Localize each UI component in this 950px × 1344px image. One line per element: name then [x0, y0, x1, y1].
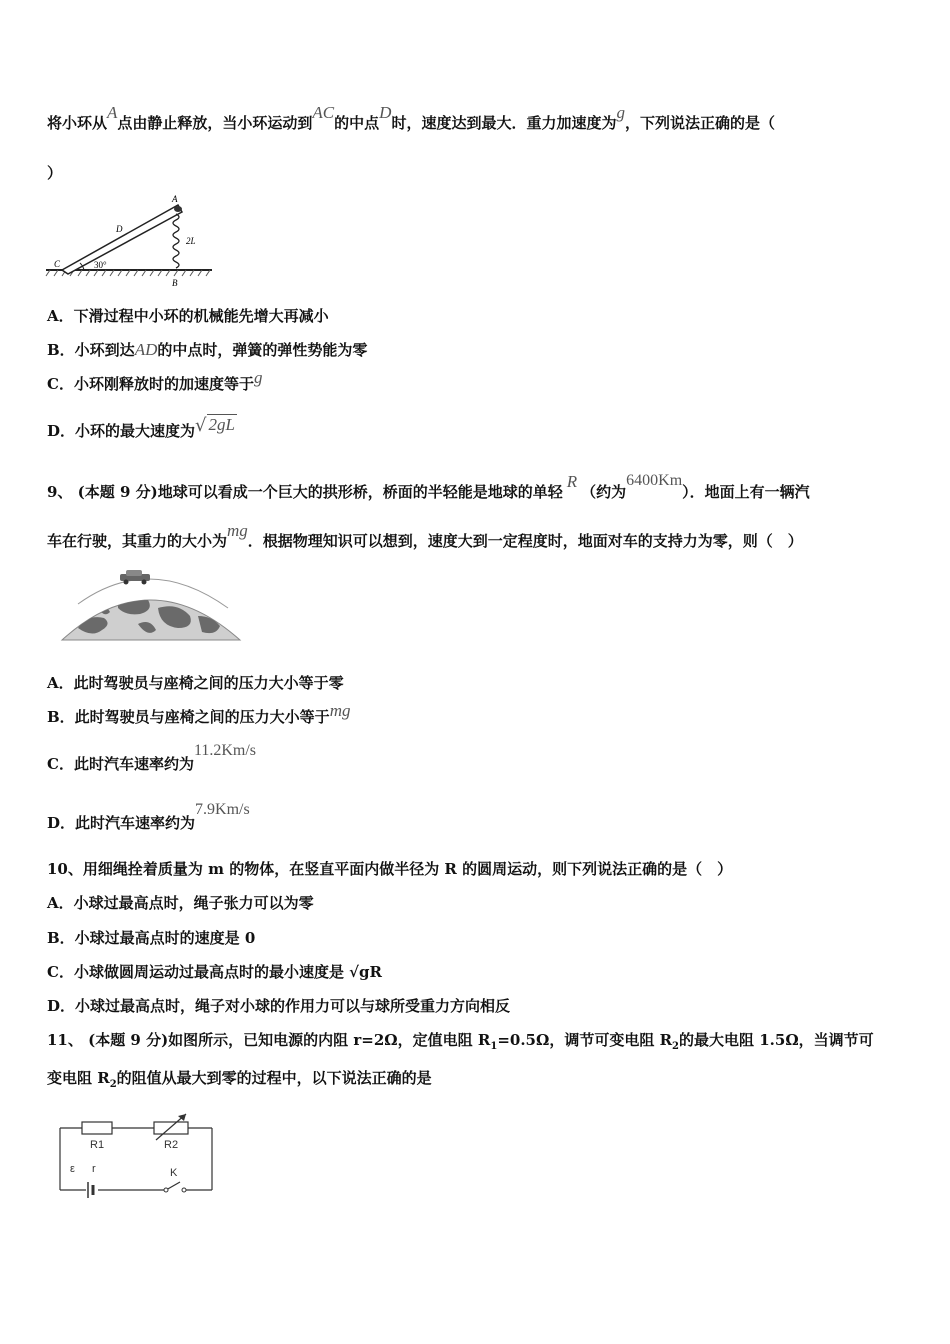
- q10-stem: 10、用细绳拴着质量为 m 的物体，在竖直平面内做半径为 R 的圆周运动，则下列说法正确的是（ ）: [47, 860, 733, 878]
- svg-text:C: C: [54, 259, 61, 269]
- q9-option-d[interactable]: D．此时汽车速率约为7.9Km/s: [47, 801, 250, 832]
- svg-text:A: A: [172, 194, 178, 204]
- q11-circuit-figure: [54, 1110, 218, 1198]
- q8-stem-line1: 将小环从A点由静止释放，当小环运动到AC的中点D时，速度达到最大．重力加速度为g，下列说法正确的是（: [47, 103, 775, 132]
- q9-option-c[interactable]: C．此时汽车速率约为11.2Km/s: [47, 742, 257, 773]
- q8-option-c[interactable]: C．小环刚释放时的加速度等于g: [47, 368, 263, 393]
- q10-option-d[interactable]: D．小球过最高点时，绳子对小球的作用力可以与球所受重力方向相反: [47, 997, 511, 1015]
- svg-text:R1: R1: [90, 1139, 105, 1151]
- svg-text:30°: 30°: [94, 260, 107, 270]
- q11-stem-line1: 11、 (本题 9 分)如图所示，已知电源的内阻 r=2Ω，定值电阻 $R_1=0.5\Omega$，调节可变电阻 $R_2$的最大电阻 1.5Ω，当调节可: [47, 1031, 874, 1052]
- svg-text:B: B: [172, 278, 178, 288]
- svg-text:D: D: [116, 224, 123, 234]
- q9-stem-line2: 车在行驶，其重力的大小为mg．根据物理知识可以想到，速度大到一定程度时，地面对车的支持力为零，则（ ）: [47, 521, 803, 550]
- svg-text:r: r: [92, 1163, 96, 1175]
- q10-option-c[interactable]: C．小球做圆周运动过最高点时的最小速度是 √gR: [47, 963, 382, 981]
- q9-option-a[interactable]: A．此时驾驶员与座椅之间的压力大小等于零: [47, 674, 344, 692]
- svg-text:K: K: [170, 1167, 178, 1179]
- q9-stem-line1: 9、 (本题 9 分)地球可以看成一个巨大的拱形桥，桥面的半轻能是地球的单轻R（约为6400Km）．地面上有一辆汽: [47, 472, 810, 501]
- q8-option-d[interactable]: D．小环的最大速度为√ 2gL: [47, 415, 235, 440]
- q9-earth-figure: [58, 568, 244, 644]
- q9-option-b[interactable]: B．此时驾驶员与座椅之间的压力大小等于mg: [47, 701, 351, 726]
- ring-icon: [174, 206, 182, 212]
- sqrt-symbol: √: [195, 415, 207, 436]
- q8-stem-line2: ）: [47, 164, 63, 182]
- q8-option-b[interactable]: B．小环到达AD的中点时，弹簧的弹性势能为零: [47, 340, 368, 359]
- svg-text:ε: ε: [70, 1163, 75, 1175]
- q11-stem-line2: 变电阻 $R_2$的阻值从最大到零的过程中，以下说法正确的是: [47, 1069, 432, 1090]
- switch-icon: [164, 1188, 168, 1192]
- svg-text:R2: R2: [164, 1139, 179, 1151]
- q8-incline-figure: [44, 192, 216, 288]
- q10-option-a[interactable]: A．小球过最高点时，绳子张力可以为零: [47, 894, 314, 912]
- svg-text:2L: 2L: [186, 236, 196, 246]
- q10-option-b[interactable]: B．小球过最高点时的速度是 0: [47, 929, 256, 947]
- q8-option-a[interactable]: A．下滑过程中小环的机械能先增大再减小: [47, 307, 329, 325]
- car-icon: [120, 570, 150, 585]
